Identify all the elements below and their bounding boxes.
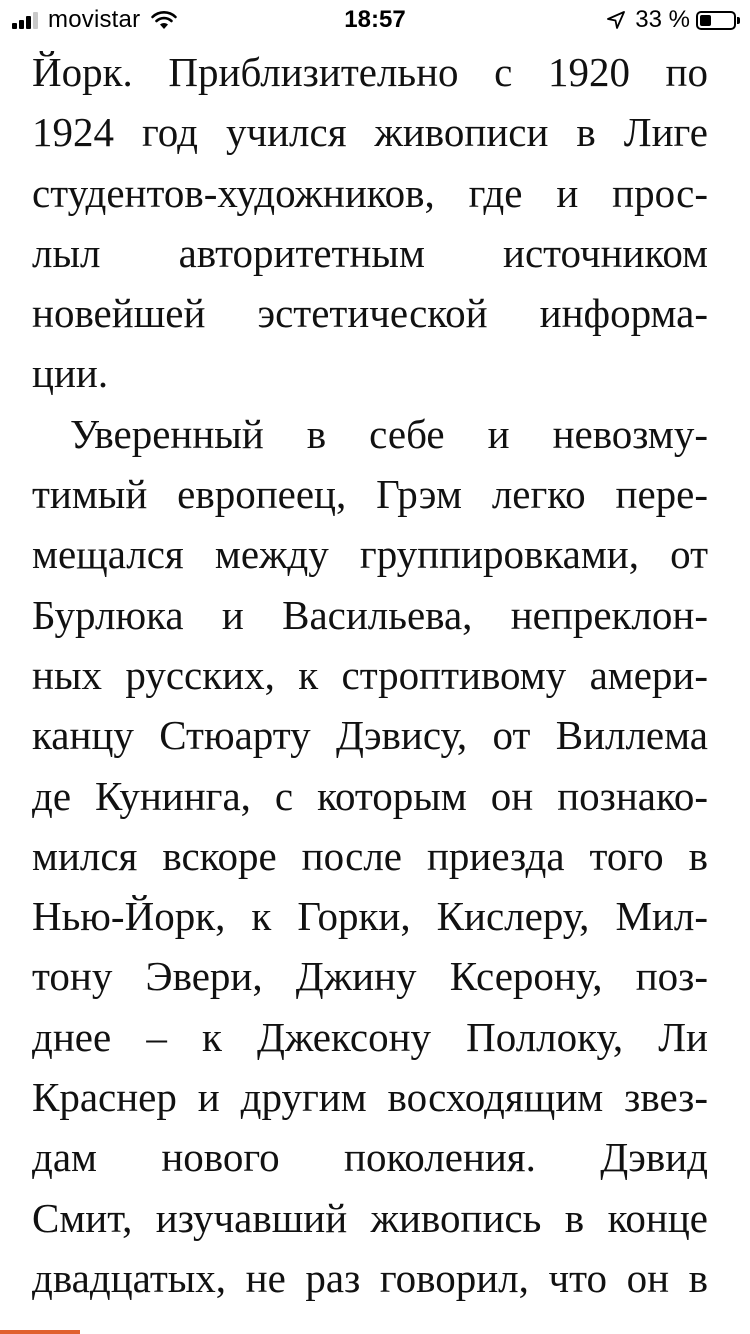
- text-line: мился вскоре после приезда того в: [32, 832, 708, 879]
- text-line: Йорк. Приблизительно с 1920 по: [32, 49, 708, 95]
- text-line: канцу Стюарту Дэвису, от Виллема: [32, 712, 708, 759]
- text-line: дам нового поколения. Дэвид: [32, 1134, 708, 1181]
- text-line: ции.: [32, 350, 109, 397]
- text-line: лыл авторитетным источником: [32, 229, 708, 276]
- text-line: Краснер и другим восходящим звез-: [32, 1074, 708, 1121]
- text-line: Бурлюка и Васильева, непреклон-: [32, 591, 708, 638]
- text-line: де Кунинга, с которым он познако-: [32, 772, 708, 819]
- text-line: Смит, изучавший живопись в конце: [32, 1194, 708, 1241]
- carrier-name: movistar: [48, 6, 141, 33]
- text-line: 1924 год учился живописи в Лиге: [32, 109, 708, 156]
- reading-progress-bar: [0, 1330, 80, 1334]
- text-line: Нью-Йорк, к Горки, Кислеру, Мил-: [32, 893, 708, 940]
- battery-fill: [700, 15, 711, 26]
- status-bar: [0, 0, 750, 40]
- battery-percent: 33 %: [635, 6, 690, 33]
- text-line: новейшей эстетической информа-: [32, 290, 708, 337]
- text-line: мещался между группировками, от: [32, 531, 708, 578]
- status-right: [607, 7, 740, 33]
- text-line: тону Эвери, Джину Ксерону, поз-: [32, 953, 708, 1000]
- text-line: студентов-художников, где и прос-: [32, 169, 708, 216]
- status-time: 18:57: [344, 6, 406, 33]
- location-arrow-icon: [607, 11, 625, 29]
- battery-nub: [737, 17, 740, 24]
- text-line: тимый европеец, Грэм легко пере-: [32, 471, 708, 518]
- reader-page[interactable]: [32, 42, 708, 1308]
- text-line: днее – к Джексону Поллоку, Ли: [32, 1013, 708, 1060]
- text-line: Уверенный в себе и невозму-: [70, 410, 708, 457]
- text-line: двадцатых, не раз говорил, что он в: [32, 1254, 708, 1301]
- text-line: ных русских, к строптивому амери-: [32, 651, 708, 698]
- battery-icon: [696, 11, 736, 30]
